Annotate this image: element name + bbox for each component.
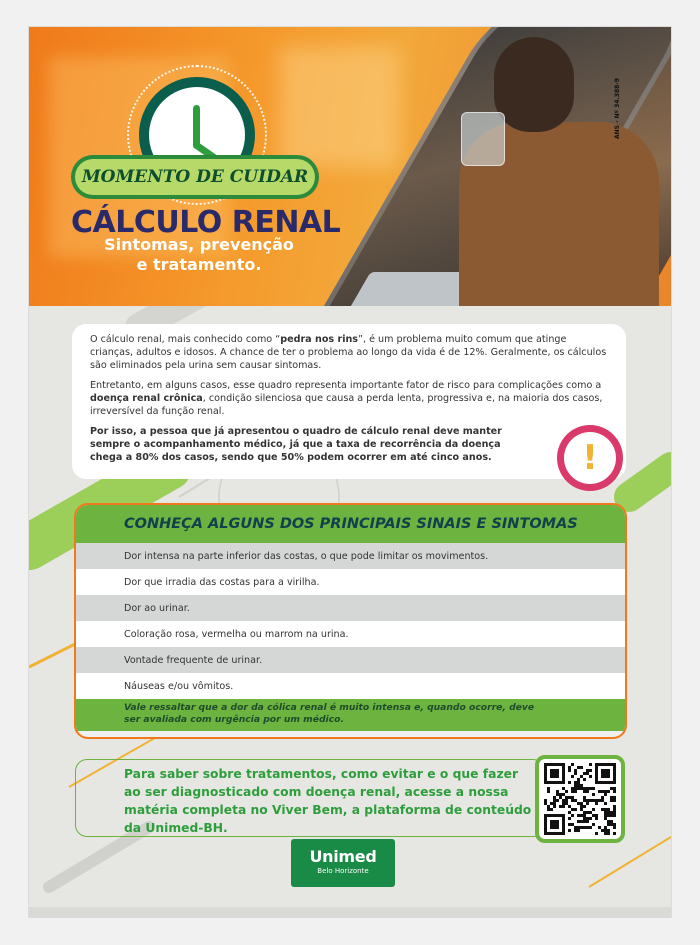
note-line: Vale ressaltar que a dor da cólica renal é muito intensa e, quando ocorre, deve bbox=[124, 702, 535, 713]
intro-paragraph-1 bbox=[90, 333, 608, 372]
intro-paragraph-3: Por isso, a pessoa que já apresentou o quadro de cálculo renal deve manter sempre o acompanhamento médico, já que a taxa de recorrência da doença chega a 80% dos casos, sendo que 50% podem ocorrer em até cinco anos. bbox=[90, 426, 502, 463]
symptoms-box bbox=[74, 503, 627, 739]
ans-registration: ANS - Nº 34.388-9 bbox=[614, 78, 621, 139]
unimed-logo bbox=[291, 839, 395, 887]
subtitle-line: Sintomas, prevenção bbox=[104, 235, 294, 254]
intro-paragraph-2 bbox=[90, 379, 608, 418]
water-glass-image bbox=[461, 112, 505, 166]
alert-icon bbox=[557, 425, 623, 491]
person-head-image bbox=[494, 37, 574, 132]
symptoms-heading: CONHEÇA ALGUNS DOS PRINCIPAIS SINAIS E SINTOMAS bbox=[76, 505, 625, 543]
bottom-strip bbox=[29, 907, 671, 917]
header-banner bbox=[29, 27, 671, 306]
momento-badge bbox=[71, 155, 319, 199]
symptom-item: Dor intensa na parte inferior das costas, o que pode limitar os movimentos. bbox=[76, 543, 625, 569]
momento-badge-label: MOMENTO DE CUIDAR bbox=[75, 159, 315, 195]
symptom-item: Coloração rosa, vermelha ou marrom na urina. bbox=[76, 621, 625, 647]
symptom-item: Vontade frequente de urinar. bbox=[76, 647, 625, 673]
alert-symbol: ! bbox=[564, 432, 616, 484]
note-line: ser avaliada com urgência por um médico. bbox=[124, 714, 344, 725]
intro-text: O cálculo renal, mais conhecido como “ bbox=[90, 334, 281, 345]
subtitle-line: e tratamento. bbox=[136, 255, 262, 274]
intro-text: , condição silenciosa que causa a perda lenta, progressiva e, na maioria dos casos, irreversível da função renal. bbox=[90, 393, 603, 417]
qr-code-icon bbox=[544, 763, 616, 835]
more-info-line: matéria completa no Viver Bem, a plataforma de conteúdo bbox=[124, 803, 532, 817]
page-title: CÁLCULO RENAL bbox=[71, 205, 341, 240]
page-subtitle bbox=[89, 235, 309, 275]
symptom-item: Náuseas e/ou vômitos. bbox=[76, 673, 625, 699]
intro-text: ”, é um problema muito comum que atinge crianças, adultos e idosos. A chance de ter o problema ao longo da vida é de 12%. Geralmente, os cálculos são eliminados pela urina sem causar sintomas. bbox=[90, 334, 607, 371]
intro-highlight: pedra nos rins bbox=[280, 334, 359, 345]
symptoms-note bbox=[76, 699, 625, 731]
symptom-item: Dor que irradia das costas para a virilha. bbox=[76, 569, 625, 595]
flyer-page bbox=[29, 27, 671, 917]
qr-code[interactable] bbox=[535, 755, 625, 843]
intro-card bbox=[72, 324, 626, 479]
more-info-line: da Unimed-BH. bbox=[124, 821, 228, 835]
logo-name: Unimed bbox=[309, 847, 377, 866]
intro-highlight: doença renal crônica bbox=[90, 393, 203, 404]
more-info-line: ao ser diagnosticado com doença renal, acesse a nossa bbox=[124, 785, 509, 799]
logo-city: Belo Horizonte bbox=[317, 867, 369, 875]
intro-text: Entretanto, em alguns casos, esse quadro representa importante fator de risco para complicações como a bbox=[90, 380, 602, 391]
more-info-box bbox=[75, 759, 545, 837]
header-bokeh bbox=[279, 47, 399, 167]
symptom-item: Dor ao urinar. bbox=[76, 595, 625, 621]
more-info-line: Para saber sobre tratamentos, como evitar e o que fazer bbox=[124, 767, 519, 781]
